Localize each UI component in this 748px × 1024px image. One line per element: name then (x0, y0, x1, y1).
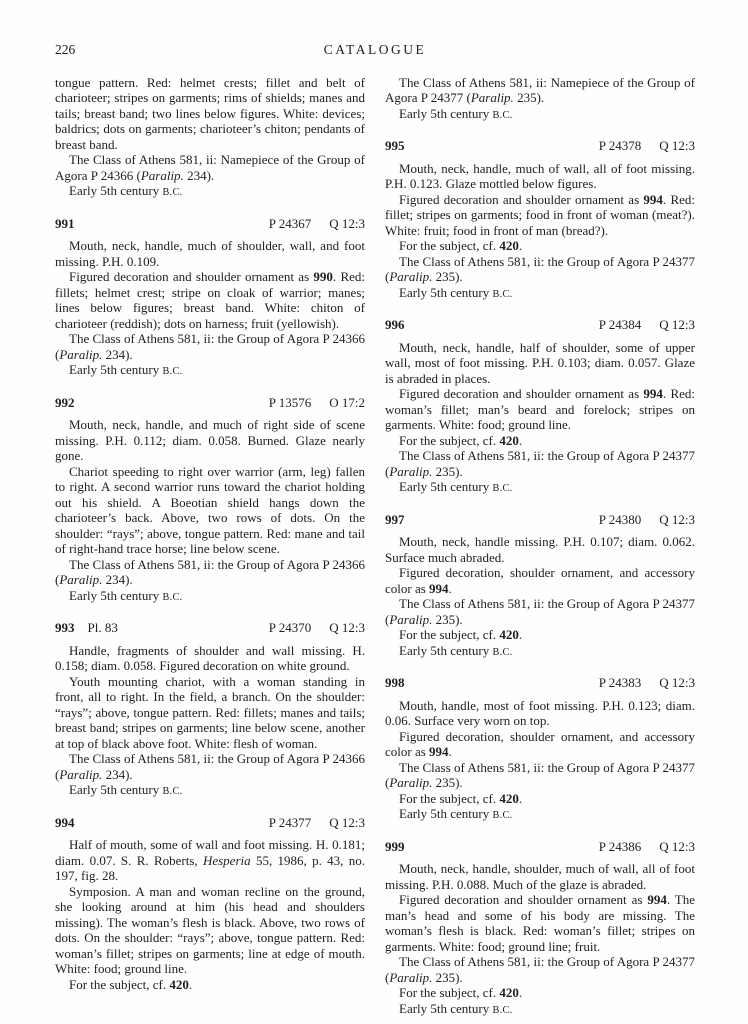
catalogue-paragraph: For the subject, cf. 420. (399, 238, 523, 253)
entry-number: 991 (55, 215, 75, 231)
catalogue-paragraph: Handle, fragments of shoulder and wall missing. H. 0.158; diam. 0.058. Figured decoration on white ground. (55, 642, 365, 673)
continuation-block (55, 75, 365, 201)
page-header (55, 42, 695, 58)
catalogue-paragraph: Early 5th century B.C. (69, 362, 183, 377)
grid-reference: Q 12:3 (329, 215, 365, 231)
catalogue-paragraph: Mouth, neck, handle, half of shoulder, some of upper wall, most of foot missing. P.H. 0.103; diam. 0.057. Glaze is abraded in places. (385, 339, 695, 386)
catalogue-paragraph: For the subject, cf. 420. (399, 627, 523, 642)
catalogue-paragraph: Figured decoration, shoulder ornament, and accessory color as 994. (385, 565, 695, 596)
left-column (55, 75, 365, 1019)
entry-header (385, 675, 695, 691)
two-column-body (55, 75, 695, 1019)
catalogue-paragraph: Early 5th century B.C. (69, 587, 183, 603)
entry-number: 995 (385, 138, 405, 153)
catalogue-paragraph: Early 5th century B.C. (399, 105, 513, 121)
catalogue-paragraph: For the subject, cf. 420. (399, 432, 523, 448)
inventory-number: P 24383 (598, 675, 642, 690)
catalogue-paragraph: Mouth, neck, handle, much of wall, all of foot missing. P.H. 0.123. Glaze mottled below figures. (385, 160, 695, 191)
entry-header (55, 815, 365, 831)
catalogue-paragraph: The Class of Athens 581, ii: the Group of Agora P 24366 (Paralip. 234). (55, 331, 365, 362)
entry-header (385, 512, 695, 528)
inventory-number: P 24380 (598, 511, 642, 527)
grid-reference: Q 12:3 (659, 675, 695, 690)
entry-number: 997 (385, 511, 405, 527)
entry-header (55, 620, 365, 636)
catalogue-paragraph: For the subject, cf. 420. (399, 790, 523, 806)
grid-reference: Q 12:3 (329, 620, 365, 635)
catalogue-paragraph: The Class of Athens 581, ii: the Group of Agora P 24377 (Paralip. 235). (385, 253, 695, 284)
catalogue-paragraph: Mouth, handle, most of foot missing. P.H. 0.123; diam. 0.06. Surface very worn on top. (385, 697, 695, 728)
right-column (385, 75, 695, 1019)
catalogue-entry (55, 815, 365, 993)
entry-number: 996 (385, 317, 405, 332)
catalogue-paragraph: Early 5th century B.C. (69, 782, 183, 797)
catalogue-paragraph: Half of mouth, some of wall and foot missing. H. 0.181; diam. 0.07. S. R. Roberts, Hesperia 55, 1986, p. 43, no. 197, fig. 28. (55, 837, 365, 883)
catalogue-paragraph: Early 5th century B.C. (399, 479, 513, 494)
catalogue-paragraph: The Class of Athens 581, ii: the Group of Agora P 24377 (Paralip. 235). (385, 448, 695, 479)
catalogue-paragraph: The Class of Athens 581, ii: the Group of Agora P 24377 (Paralip. 235). (385, 954, 695, 985)
running-title: CATALOGUE (323, 42, 427, 57)
entry-header (55, 395, 365, 411)
entry-number: 999 (385, 838, 405, 854)
catalogue-paragraph: The Class of Athens 581, ii: the Group of Agora P 24366 (Paralip. 234). (55, 556, 365, 587)
catalogue-entry (385, 138, 695, 302)
entry-number: 992 (55, 394, 75, 410)
inventory-number: P 24386 (598, 838, 642, 854)
catalogue-paragraph: Mouth, neck, handle, much of shoulder, wall, and foot missing. P.H. 0.109. (55, 238, 365, 269)
catalogue-paragraph: Early 5th century B.C. (399, 1000, 513, 1016)
inventory-number: P 24378 (598, 138, 642, 153)
entry-number: 998 (385, 675, 405, 690)
catalogue-paragraph: tongue pattern. Red: helmet crests; fillet and belt of charioteer; stripes on garments; rims of shields; manes and tails; breast band; two lines below figures. White: devices; baldrics; dots on garments; charioteer’s chiton; pendants of breast band. (55, 74, 365, 152)
inventory-number: P 13576 (268, 394, 312, 410)
catalogue-entry (385, 512, 695, 661)
continuation-block (385, 75, 695, 124)
catalogue-paragraph: The Class of Athens 581, ii: the Group of Agora P 24377 (Paralip. 235). (385, 596, 695, 627)
catalogue-entry (55, 620, 365, 800)
catalogue-paragraph: For the subject, cf. 420. (69, 976, 193, 992)
inventory-number: P 24370 (268, 620, 312, 635)
catalogue-entry (55, 216, 365, 380)
entry-header (385, 138, 695, 154)
catalogue-paragraph: Early 5th century B.C. (69, 183, 183, 198)
entry-number: 993 (55, 620, 75, 635)
grid-reference: O 17:2 (329, 394, 365, 410)
catalogue-paragraph: For the subject, cf. 420. (399, 985, 523, 1000)
catalogue-paragraph: The Class of Athens 581, ii: the Group of Agora P 24377 (Paralip. 235). (385, 759, 695, 790)
inventory-number: P 24377 (268, 814, 312, 830)
catalogue-entry (55, 395, 365, 606)
catalogue-paragraph: Figured decoration and shoulder ornament as 990. Red: fillets; helmet crest; stripe on cloak of warrior; manes; lines below figures; breast band. White: chiton of charioteer (reddish); dots on harness; fruit (yellowish). (55, 269, 365, 331)
catalogue-paragraph: Symposion. A man and woman recline on the ground, she looking around at him (his head and shoulders missing). The woman’s flesh is black. Above, two rows of dots. On the shoulder: “rays”; above, tongue pattern. Red: woman’s fillet; stripes on garments; line at edge of mouth. White: food; ground line. (55, 883, 365, 976)
catalogue-paragraph: Mouth, neck, handle, shoulder, much of wall, all of foot missing. P.H. 0.088. Much of the glaze is abraded. (385, 861, 695, 892)
catalogue-paragraph: Early 5th century B.C. (399, 806, 513, 821)
inventory-number: P 24384 (598, 317, 642, 332)
catalogue-paragraph: Youth mounting chariot, with a woman standing in front, all to right. In the field, a branch. On the shoulder: “rays”; above, tongue pattern. Red: fillets; manes and tails; breast band; stripes on garments; line below scene, another at top of black above foot. White: flesh of woman. (55, 673, 365, 751)
catalogue-paragraph: Chariot speeding to right over warrior (arm, leg) fallen to right. A second warrior runs toward the chariot holding out his shield. A Boeotian shield hangs down the charioteer’s back. Above, two rows of dots. On the shoulder: “rays”; above, tongue pattern. Red: mane and tail of right-hand trace horse; line below scene. (55, 463, 365, 556)
catalogue-paragraph: Mouth, neck, handle, and much of right side of scene missing. P.H. 0.112; diam. 0.058. Burned. Glaze nearly gone. (55, 417, 365, 463)
inventory-number: P 24367 (268, 215, 312, 231)
catalogue-paragraph: Figured decoration, shoulder ornament, and accessory color as 994. (385, 728, 695, 759)
entry-header (385, 317, 695, 333)
catalogue-paragraph: The Class of Athens 581, ii: Namepiece of the Group of Agora P 24377 (Paralip. 235). (385, 74, 695, 105)
catalogue-paragraph: Early 5th century B.C. (399, 642, 513, 658)
catalogue-entry (385, 317, 695, 497)
catalogue-paragraph: The Class of Athens 581, ii: Namepiece of the Group of Agora P 24366 (Paralip. 234). (55, 152, 365, 183)
page-number: 226 (55, 42, 76, 57)
grid-reference: Q 12:3 (329, 814, 365, 830)
grid-reference: Q 12:3 (659, 138, 695, 153)
catalogue-entry (385, 675, 695, 824)
catalogue-paragraph: The Class of Athens 581, ii: the Group of Agora P 24366 (Paralip. 234). (55, 751, 365, 782)
catalogue-paragraph: Figured decoration and shoulder ornament as 994. Red: woman’s fillet; man’s beard and forelock; stripes on garments. White: food; ground line. (385, 386, 695, 432)
grid-reference: Q 12:3 (659, 317, 695, 332)
catalogue-entry (385, 839, 695, 1019)
grid-reference: Q 12:3 (659, 838, 695, 854)
entry-number: 994 (55, 814, 75, 830)
catalogue-paragraph: Figured decoration and shoulder ornament as 994. Red: fillet; stripes on garments; food in front of woman (meat?). White: fruit; food in front of man (bread?). (385, 191, 695, 238)
entry-header (55, 216, 365, 232)
catalogue-paragraph: Figured decoration and shoulder ornament as 994. The man’s head and some of his body are missing. The woman’s flesh is black. Red: woman’s fillet; stripes on garments. White: food; ground line; fruit. (385, 892, 695, 954)
grid-reference: Q 12:3 (659, 511, 695, 527)
catalogue-paragraph: Mouth, neck, handle missing. P.H. 0.107; diam. 0.062. Surface much abraded. (385, 534, 695, 565)
plate-reference: Pl. 83 (87, 620, 118, 635)
entry-header (385, 839, 695, 855)
catalogue-paragraph: Early 5th century B.C. (399, 284, 513, 300)
